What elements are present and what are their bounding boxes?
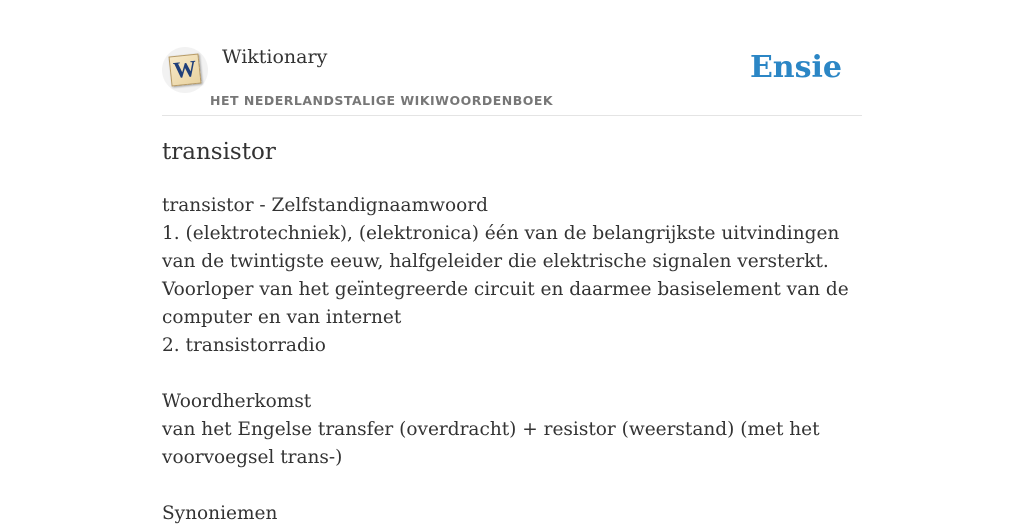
synonyms-heading: Synoniemen [162,503,278,524]
etymology-heading: Woordherkomst [162,391,312,412]
site-header [162,0,862,116]
page [162,0,862,524]
definition-item: 1. (elektrotechniek), (elektronica) één van de belangrijkste uitvindingen van de twintigste eeuw, halfgeleider die elektrische signalen versterkt. Voorloper van het geïntegreerde circuit en daarmee basiselement van de computer en van internet [162,223,849,328]
definition-item: 2. transistorradio [162,335,326,356]
logo-letter: W [172,55,198,84]
site-name[interactable]: Wiktionary [222,46,328,68]
entry-content [162,192,862,528]
ensie-brand-link[interactable]: Ensie [749,50,842,85]
part-of-speech: transistor - Zelfstandignaamwoord [162,195,488,216]
wiktionary-tile-icon [169,54,202,87]
spacer [162,472,862,500]
site-tagline: HET NEDERLANDSTALIGE WIKIWOORDENBOEK [210,93,554,108]
spacer [162,360,862,388]
etymology-text: van het Engelse transfer (overdracht) + resistor (weerstand) (met het voorvoegsel trans-) [162,419,820,468]
wiktionary-logo[interactable] [162,47,208,93]
page-title: transistor [162,139,276,165]
